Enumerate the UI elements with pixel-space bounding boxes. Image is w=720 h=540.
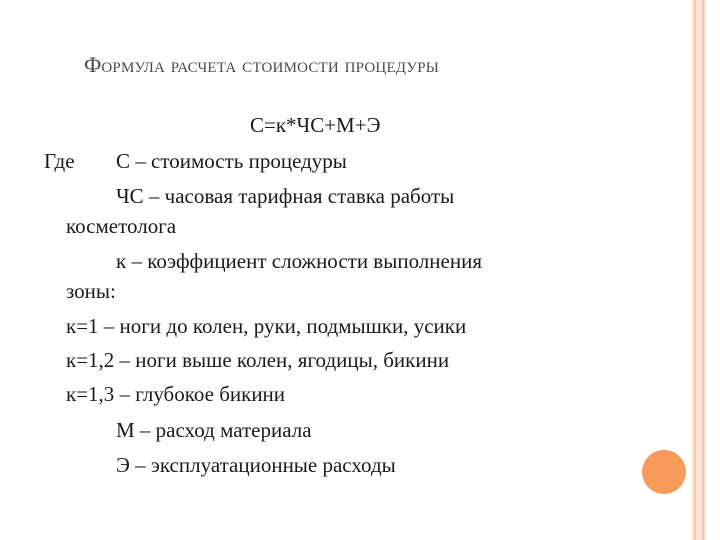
- slide-title-text: Формула расчета стоимости процедуры: [84, 52, 440, 77]
- slide-title: [84, 50, 644, 80]
- k-value-1-3: к=1,3 – глубокое бикини: [66, 382, 286, 406]
- right-border-line: [702, 0, 704, 540]
- definition-m: М – расход материала: [116, 418, 312, 442]
- definition-c: С – стоимость процедуры: [116, 149, 347, 173]
- where-label: Где: [44, 149, 75, 173]
- k-value-1-2: к=1,2 – ноги выше колен, ягодицы, бикини: [66, 348, 450, 372]
- definition-e: Э – эксплуатационные расходы: [116, 453, 396, 477]
- definition-k-line1: к – коэффициент сложности выполнения: [116, 249, 482, 273]
- definition-chs-line1: ЧС – часовая тарифная ставка работы: [116, 184, 455, 208]
- definition-k-line2: зоны:: [66, 279, 116, 303]
- k-value-1: к=1 – ноги до колен, руки, подмышки, усики: [66, 314, 467, 338]
- definition-chs-line2: косметолога: [66, 214, 177, 238]
- right-border-line: [694, 0, 696, 540]
- formula: С=к*ЧС+М+Э: [250, 113, 381, 137]
- decorative-circle: [642, 450, 686, 494]
